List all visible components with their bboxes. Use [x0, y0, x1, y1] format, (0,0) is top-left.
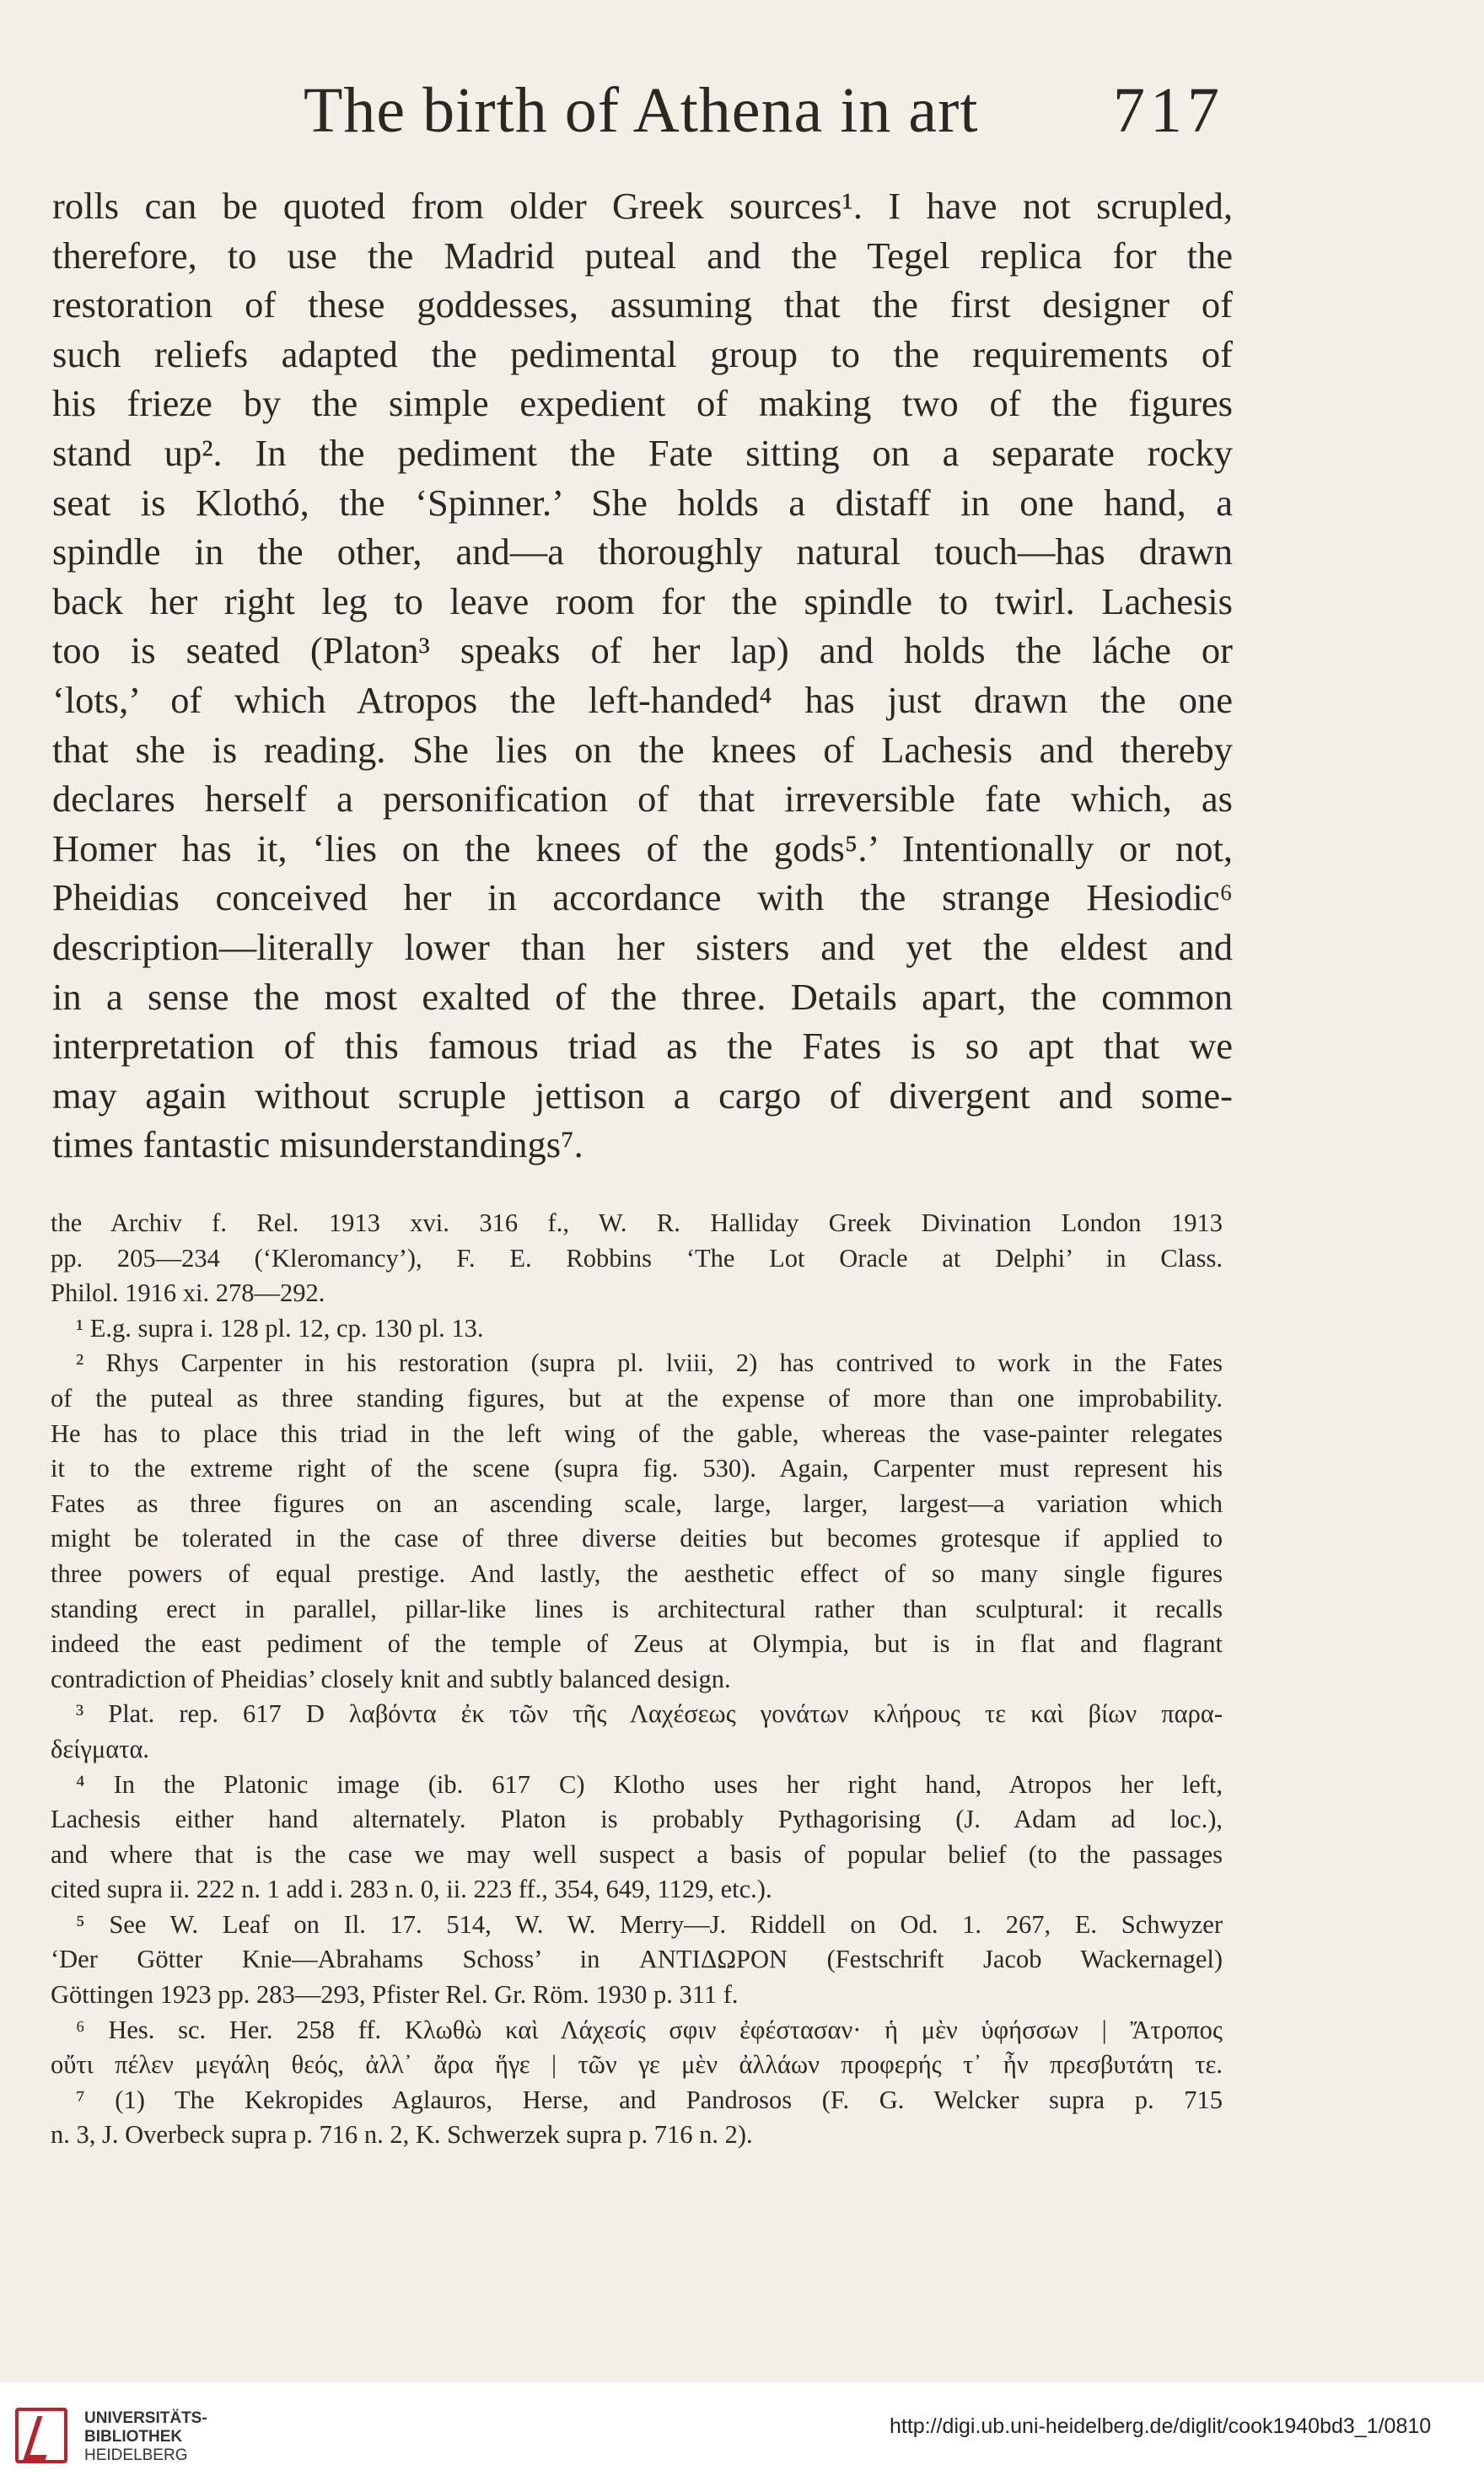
body-line: back her right leg to leave room for the spindle to twirl. Lachesis — [52, 579, 1233, 622]
footnote-line: Lachesis either hand alternately. Platon is probably Pythagorising (J. Adam ad loc.), — [51, 1805, 1223, 1834]
body-line: stand up². In the pediment the Fate sitting on a separate rocky — [52, 431, 1233, 474]
body-line: spindle in the other, and—a thoroughly natural touch—has drawn — [52, 530, 1233, 573]
footnote-line: ‘Der Götter Knie—Abrahams Schoss’ in ΑΝΤΙΔΩΡΟΝ (Festschrift Jacob Wackernagel) — [51, 1945, 1223, 1974]
footnote-line: three powers of equal prestige. And lastly, the aesthetic effect of so many single figures — [51, 1558, 1223, 1588]
body-line: ‘lots,’ of which Atropos the left-handed⁴ has just drawn the one — [52, 678, 1233, 721]
body-line: too is seated (Platon³ speaks of her lap) and holds the láche or — [52, 629, 1233, 672]
footnote-line: ¹ E.g. supra i. 128 pl. 12, cp. 130 pl. 13. — [76, 1313, 484, 1343]
body-line: rolls can be quoted from older Greek sources¹. I have not scrupled, — [52, 185, 1233, 227]
page-header — [0, 74, 1484, 167]
footnote-line: indeed the east pediment of the temple of Zeus at Olympia, but is in flat and flagrant — [51, 1629, 1223, 1659]
body-line: in a sense the most exalted of the three. Details apart, the common — [52, 975, 1233, 1018]
logo-line: HEIDELBERG — [84, 2446, 188, 2464]
footnote-line: ⁶ Hes. sc. Her. 258 ff. Κλωθὼ καὶ Λάχεσίς σφιν ἐφέστασαν· ἡ μὲν ὑφήσσων | Ἄτροπος — [76, 2015, 1223, 2044]
body-line: therefore, to use the Madrid puteal and the Tegel replica for the — [52, 234, 1233, 277]
footnote-line: cited supra ii. 222 n. 1 add i. 283 n. 0, ii. 223 ff., 354, 649, 1129, etc.). — [51, 1875, 772, 1904]
footnote-line: ³ Plat. rep. 617 D λαβόντα ἐκ τῶν τῆς Λαχέσεως γονάτων κλήρους τε καὶ βίων παρα- — [76, 1699, 1223, 1729]
body-line: Homer has it, ‘lies on the knees of the gods⁵.’ Intentionally or not, — [52, 826, 1233, 869]
body-line: times fantastic misunderstandings⁷. — [52, 1123, 583, 1166]
footnote-line: ⁴ In the Platonic image (ib. 617 C) Klotho uses her right hand, Atropos her left, — [76, 1769, 1223, 1799]
footnote-line: of the puteal as three standing figures, but at the expense of more than one improbability. — [51, 1383, 1223, 1413]
body-line: Pheidias conceived her in accordance with the strange Hesiodic⁶ — [52, 876, 1233, 919]
footnote-line: Göttingen 1923 pp. 283—293, Pfister Rel. Gr. Röm. 1930 p. 311 f. — [51, 1980, 739, 2010]
body-line: interpretation of this famous triad as the Fates is so apt that we — [52, 1025, 1233, 1068]
body-line: that she is reading. She lies on the knees of Lachesis and thereby — [52, 728, 1233, 771]
library-logo-text — [84, 2409, 207, 2465]
main-text — [52, 181, 1233, 1170]
footnote-line: δείγματα. — [51, 1734, 150, 1763]
footnote-line: ² Rhys Carpenter in his restoration (supra pl. lviii, 2) has contrived to work in the Fates — [76, 1348, 1223, 1378]
logo-line: BIBLIOTHEK — [84, 2428, 183, 2446]
source-url-link[interactable]: http://digi.ub.uni-heidelberg.de/diglit/cook1940bd3_1/0810 — [890, 2414, 1432, 2438]
footnote-line: it to the extreme right of the scene (supra fig. 530). Again, Carpenter must represent his — [51, 1454, 1223, 1483]
body-line: such reliefs adapted the pedimental group to the requirements of — [52, 332, 1233, 375]
body-line: his frieze by the simple expedient of making two of the figures — [52, 382, 1233, 425]
library-logo-icon — [15, 2408, 67, 2463]
footnote-line: and where that is the case we may well suspect a basis of popular belief (to the passages — [51, 1839, 1223, 1869]
body-line: restoration of these goddesses, assuming that the first designer of — [52, 283, 1233, 326]
body-line: may again without scruple jettison a cargo of divergent and some- — [52, 1074, 1233, 1117]
running-title: The birth of Athena in art — [304, 75, 979, 146]
body-line: declares herself a personification of that irreversible fate which, as — [52, 778, 1233, 821]
footnote-line: n. 3, J. Overbeck supra p. 716 n. 2, K. Schwerzek supra p. 716 n. 2). — [51, 2120, 753, 2150]
footnote-line: standing erect in parallel, pillar-like lines is architectural rather than sculptural: it recalls — [51, 1594, 1223, 1623]
footnote-line: pp. 205—234 (‘Kleromancy’), F. E. Robbins ‘The Lot Oracle at Delphi’ in Class. — [51, 1243, 1223, 1273]
footnote-line: οὔτι πέλεν μεγάλη θεός, ἀλλ᾽ ἄρα ἥγε | τῶν γε μὲν ἀλλάων προφερής τ᾽ ἦν πρεσβυτάτη τε. — [51, 2050, 1223, 2080]
footnote-line: contradiction of Pheidias’ closely knit and subtly balanced design. — [51, 1664, 731, 1693]
footnote-line: Fates as three figures on an ascending scale, large, larger, largest—a variation which — [51, 1488, 1223, 1518]
footnote-line: ⁷ (1) The Kekropides Aglauros, Herse, and Pandrosos (F. G. Welcker supra p. 715 — [76, 2085, 1223, 2114]
footnote-line: ⁵ See W. Leaf on Il. 17. 514, W. W. Merry—J. Riddell on Od. 1. 267, E. Schwyzer — [76, 1909, 1223, 1939]
body-line: description—literally lower than her sisters and yet the eldest and — [52, 925, 1233, 968]
footnote-line: Philol. 1916 xi. 278—292. — [51, 1278, 325, 1308]
page-footer — [0, 2382, 1484, 2492]
footnote-line: the Archiv f. Rel. 1913 xvi. 316 f., W. R. Halliday Greek Divination London 1913 — [51, 1208, 1223, 1237]
logo-line: UNIVERSITÄTS- — [84, 2409, 207, 2427]
body-line: seat is Klothó, the ‘Spinner.’ She holds a distaff in one hand, a — [52, 481, 1233, 524]
footnote-line: He has to place this triad in the left wing of the gable, whereas the vase-painter relegates — [51, 1418, 1223, 1448]
footnotes — [51, 1206, 1223, 2153]
footnote-line: might be tolerated in the case of three diverse deities but becomes grotesque if applied to — [51, 1524, 1223, 1553]
page-number: 717 — [1113, 75, 1224, 146]
